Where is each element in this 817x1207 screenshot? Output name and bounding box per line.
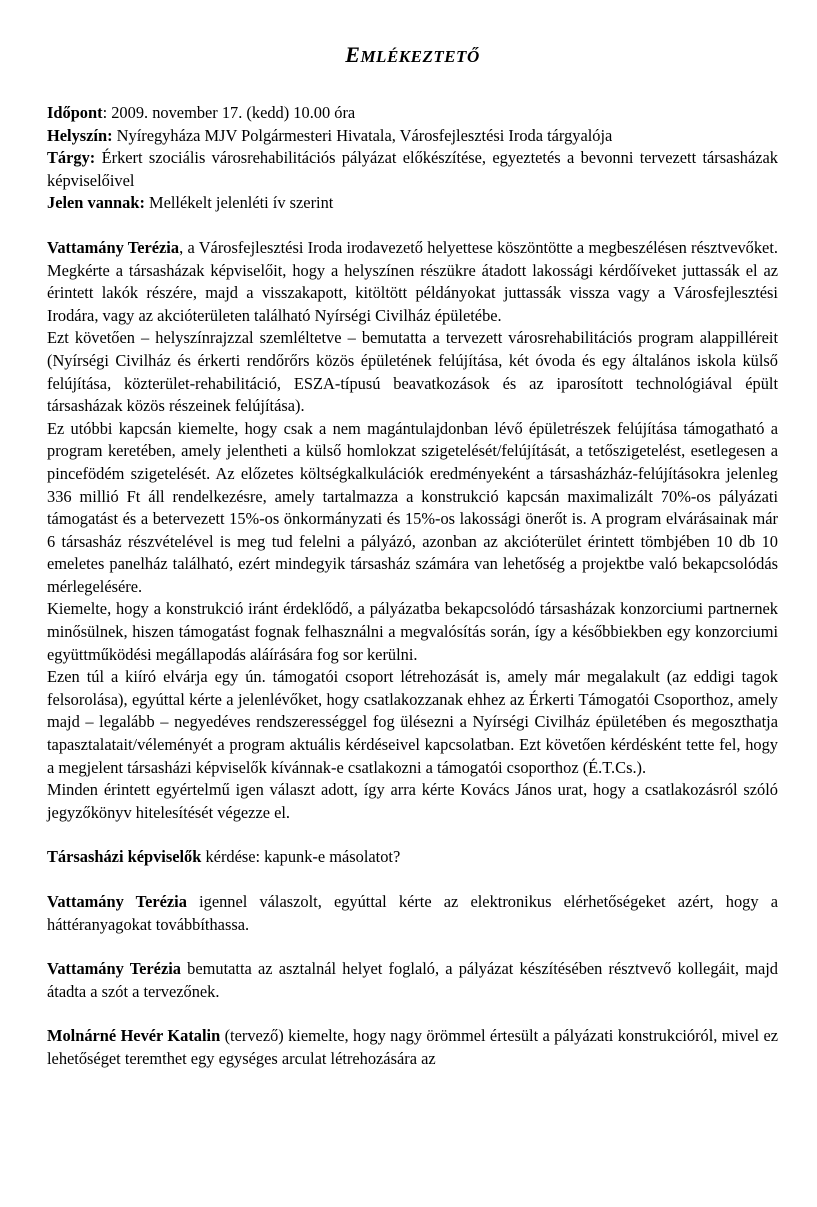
speaker-name: Vattamány Terézia bbox=[47, 959, 181, 979]
meta-place bbox=[47, 125, 778, 148]
title-rest: MLÉKEZTETŐ bbox=[360, 47, 480, 66]
meta-subject bbox=[47, 147, 778, 192]
paragraph-answer bbox=[47, 891, 778, 936]
meeting-metadata bbox=[47, 102, 778, 215]
spacer bbox=[47, 936, 778, 958]
meta-place-label: Helyszín: bbox=[47, 125, 113, 145]
paragraph-text: , a Városfejlesztési Iroda irodavezető helyettese köszöntötte a megbeszélésen résztvevőket. Megkérte a társasházak képviselőit, hogy a helyszínen részükre átadott lakossági kérdőíveket juttassák el az érintett lakók részére, majd a visszakapott, kitöltött példányokat juttassák vissza vagy a Városfejlesztési Irodára, vagy az akcióterületen található Nyírségi Civilház épületébe. bbox=[47, 237, 778, 325]
spacer bbox=[47, 869, 778, 891]
paragraph-text: kérdése: kapunk-e másolatot? bbox=[201, 847, 401, 867]
speaker-name: Vattamány Terézia bbox=[47, 892, 187, 911]
meta-time bbox=[47, 102, 778, 125]
paragraph-intro bbox=[47, 237, 778, 327]
paragraph-text: igennel válaszolt, egyúttal kérte az elektronikus elérhetőségeket azért, hogy a háttéranyagokat továbbíthassa. bbox=[47, 892, 778, 934]
spacer bbox=[47, 1003, 778, 1025]
speaker-name: Társasházi képviselők bbox=[47, 847, 202, 867]
paragraph-agreement: Minden érintett egyértelmű igen választ adott, így arra kérte Kovács János urat, hogy a csatlakozásról szóló jegyzőkönyv hitelesítését végezze el. bbox=[47, 780, 778, 822]
meta-present-value: Mellékelt jelenléti ív szerint bbox=[144, 193, 334, 213]
speaker-name: Vattamány Terézia bbox=[47, 237, 180, 257]
paragraph-renovation: Ez utóbbi kapcsán kiemelte, hogy csak a nem magántulajdonban lévő épületrészek felújítása támogatható a program keretében, amely jelentheti a külső homlokzat szigetelését/felújítását, a tetőszigetelést, esetlegesen a pincefödém szigetelését. Az előzetes költségkalkulációk eredményeként a társasházház-felújításokra jelenleg 336 millió Ft áll rendelkezésre, amely tartalmazza a konstrukció kapcsán maximalizált 70%-os pályázati támogatást és a betervezett 15%-os önkormányzati és 15%-os lakossági önerőt is. A program elvárásainak már 6 társasház részvételével is meg tud felelni a pályázó, azonban az akcióterület érintett tömbjében 10 db 10 emeletes panelház található, ezért mindegyik társasház számára van lehetőség a projektbe való bekapcsolódás mérlegelésére. bbox=[47, 418, 778, 596]
meta-time-value: : 2009. november 17. (kedd) 10.00 óra bbox=[102, 103, 356, 122]
paragraph-consortium: Kiemelte, hogy a konstrukció iránt érdeklődő, a pályázatba bekapcsolódó társasházak konzorciumi partnernek minősülnek, hiszen támogatást fognak felhasználni a megvalósítás során, így a későbbiekben egy konzorciumi együttműködési megállapodás aláírására fog sor kerülni. bbox=[47, 599, 778, 664]
meta-place-value: Nyíregyháza MJV Polgármesteri Hivatala, Városfejlesztési Iroda tárgyalója bbox=[112, 125, 613, 145]
meta-subject-label: Tárgy: bbox=[47, 148, 96, 168]
meta-time-label: Időpont bbox=[47, 103, 103, 122]
paragraph-question bbox=[47, 846, 778, 869]
paragraph-designer bbox=[47, 1025, 778, 1070]
document-page bbox=[47, 28, 778, 1071]
paragraph-text: bemutatta az asztalnál helyet foglaló, a pályázat készítésében résztvevő kollegáit, majd átadta a szót a tervezőnek. bbox=[47, 959, 778, 1001]
meta-present-label: Jelen vannak: bbox=[47, 193, 145, 213]
spacer bbox=[47, 824, 778, 846]
meta-present bbox=[47, 192, 778, 215]
speaker-name: Molnárné Hevér Katalin bbox=[47, 1026, 221, 1046]
paragraph-support-group: Ezen túl a kiíró elvárja egy ún. támogatói csoport létrehozását is, amely már megalakult (az eddigi tagok felsorolása), egyúttal kérte a jelenlévőket, hogy csatlakozzanak ehhez az Érkerti Támogatói Csoporthoz, amely majd – legalább – negyedéves rendszerességgel fog ülésezni a Nyírségi Civilház épületében és megoszthatja tapasztalatait/véleményét a program aktuális kérdéseivel kapcsolatban. Ezt követően kérdésként tette fel, hogy a megjelent társasházi képviselők kívánnak-e csatlakozni a támogatói csoporthoz (É.T.Cs.). bbox=[47, 667, 778, 777]
paragraph-text: (tervező) kiemelte, hogy nagy örömmel értesült a pályázati konstrukcióról, mivel ez lehetőséget teremthet egy egységes arculat létrehozására az bbox=[47, 1026, 779, 1068]
minutes-body bbox=[47, 237, 778, 1071]
meta-subject-value: Érkert szociális városrehabilitációs pályázat előkészítése, egyeztetés a bevonni tervezett társasházak képviselőivel bbox=[47, 148, 778, 190]
title-first-letter: E bbox=[345, 42, 361, 67]
paragraph-colleagues bbox=[47, 958, 778, 1003]
paragraph-program: Ezt követően – helyszínrajzzal szemléltetve – bemutatta a tervezett városrehabilitációs program alappilléreit (Nyírségi Civilház és érkerti rendőrőrs közös épületének felújítása, két óvoda és egy általános iskola külső felújítása, közterület-rehabilitáció, ESZA-típusú beavatkozások és az iparosított technológiával épült társasházak közös részeinek felújítása). bbox=[47, 328, 778, 416]
document-title bbox=[47, 40, 778, 72]
